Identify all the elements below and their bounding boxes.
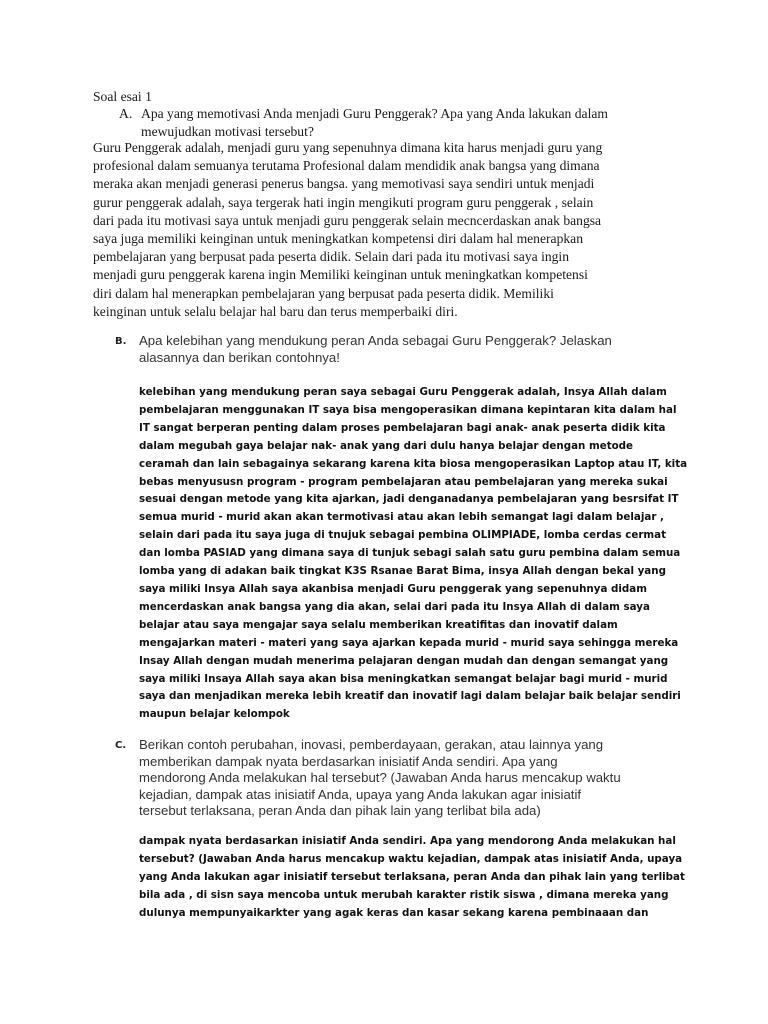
answer-b: [139, 384, 687, 724]
answer-c-line: bila ada , di sisn saya mencoba untuk merubah karakter ristik siswa , dimana mereka yang: [139, 888, 669, 901]
answer-c-line: tersebut? (Jawaban Anda harus mencakup waktu kejadian, dampak atas inisiatif Anda, upaya: [139, 852, 683, 865]
page-heading: Soal esai 1: [93, 89, 152, 104]
question-c-line: memberikan dampak nyata berdasarkan inisiatif Anda sendiri. Apa yang: [139, 753, 558, 769]
answer-a-line: dari pada itu motivasi saya untuk menjadi guru penggerak selain mecncerdaskan anak bangsa: [93, 212, 602, 228]
answer-a-line: pembelajaran yang berpusat pada peserta didik. Selain dari pada itu motivasi saya ingin: [93, 249, 570, 265]
answer-b-line: pembelajaran menggunakan IT saya bisa mengoperasikan dimana kepintaran kita dalam hal: [139, 403, 677, 416]
question-c-line: Berikan contoh perubahan, inovasi, pemberdayaan, gerakan, atau lainnya yang: [139, 737, 604, 752]
question-a-text: [141, 105, 608, 141]
question-c-letter: C.: [115, 740, 127, 751]
answer-b-line: lomba yang di adakan baik tingkat K3S Rsanae Barat Bima, insya Allah dengan bekal yang: [139, 565, 666, 578]
answer-c: [139, 833, 685, 923]
question-a-line: mewujudkan motivasi tersebut?: [141, 124, 314, 140]
question-c-line: tersebut terlaksana, peran Anda dan pihak lain yang terlibat bila ada): [139, 803, 541, 818]
answer-b-line: selain dari pada itu saya juga di tnujuk sebagai pembina OLIMPIADE, lomba cerdas cermat: [139, 529, 666, 542]
question-c-line: kejadian, dampak atas inisiatif Anda, upaya yang Anda lakukan agar inisiatif: [139, 786, 582, 802]
question-c-line: mendorong Anda melakukan hal tersebut? (Jawaban Anda harus mencakup waktu: [139, 770, 621, 785]
answer-c-line: dampak nyata berdasarkan inisiatif Anda sendiri. Apa yang mendorong Anda melakukan hal: [139, 835, 676, 847]
question-b-text: [139, 333, 612, 366]
question-b-line: Apa kelebihan yang mendukung peran Anda sebagai Guru Penggerak? Jelaskan: [139, 333, 612, 348]
answer-b-line: dan lomba PASIAD yang dimana saya di tunjuk sebagi salah satu guru pembina dalam semua: [139, 547, 681, 560]
answer-a-line: gurur penggerak adalah, saya tergerak hati ingin mengikuti program guru penggerak , selain: [93, 194, 594, 210]
answer-b-line: sesuai dengan metode yang kita ajarkan, jadi denganadanya pembelajaran yang besrsifat IT: [139, 493, 679, 506]
answer-b-line: saya miliki Insya Allah saya akanbisa menjadi Guru penggerak yang sepenuhnya didam: [139, 582, 647, 595]
answer-b-line: dalam megubah gaya belajar nak- anak yang dari dulu hanya belajar dengan metode: [139, 439, 634, 452]
answer-b-line: belajar atau saya mengajar saya selalu memberikan kreatifitas dan inovatif dalam: [139, 618, 618, 631]
answer-b-line: mencerdaskan anak bangsa yang dia akan, selai dari pada itu Insya Allah di dalam saya: [139, 600, 650, 613]
answer-b-line: semua murid - murid akan akan termotivasi atau akan lebih semangat lagi dalam belajar ,: [139, 511, 664, 524]
answer-b-line: ceramah dan lain sebagainya sekarang karena kita biosa mengoperasikan Laptop atau IT, kita: [139, 457, 688, 470]
question-a-line: Apa yang memotivasi Anda menjadi Guru Penggerak? Apa yang Anda lakukan dalam: [141, 106, 608, 121]
answer-b-line: maupun belajar kelompok: [139, 708, 290, 721]
answer-a-line: menjadi guru penggerak karena ingin Memiliki keinginan untuk meningkatkan kompetensi: [93, 267, 588, 283]
answer-b-line: kelebihan yang mendukung peran saya sebagai Guru Penggerak adalah, Insya Allah dalam: [139, 386, 667, 398]
answer-a-line: keinginan untuk selalu belajar hal baru dan terus memperbaiki diri.: [93, 303, 458, 319]
question-a-letter: A.: [119, 106, 133, 121]
answer-b-line: saya miliki Insaya Allah saya akan bisa meningkatkan semangat belajar bagi murid - murid: [139, 672, 668, 685]
answer-a-line: diri dalam hal menerapkan pembelajaran yang berpusat pada peserta didik. Memiliki: [93, 285, 554, 301]
question-b-letter: B.: [115, 336, 127, 347]
answer-b-line: bebas menyususn program - program pembelajaran atau pembelajaran yang mereka sukai: [139, 475, 668, 488]
answer-c-line: yang Anda lakukan agar inisiatif tersebut terlaksana, peran Anda dan pihak lain yang terlibat: [139, 870, 685, 883]
question-c-text: [139, 737, 621, 820]
answer-a-line: profesional dalam semuanya terutama Profesional dalam mendidik anak bangsa yang dimana: [93, 158, 600, 174]
answer-b-line: IT sangat berperan penting dalam proses pembelajaran bagi anak- anak peserta didik kita: [139, 421, 666, 434]
answer-a-line: meraka akan menjadi generasi penerus bangsa. yang memotivasi saya sendiri untuk menjadi: [93, 176, 595, 192]
answer-a-line: saya juga memiliki keinginan untuk meningkatkan kompetensi diri dalam hal menerapkan: [93, 231, 583, 247]
answer-c-line: dulunya mempunyaikarkter yang agak keras dan kasar sekang karena pembinaaan dan: [139, 906, 649, 919]
answer-b-line: Insay Allah dengan mudah menerima pelajaran dengan mudah dan dengan semangat yang: [139, 654, 669, 667]
answer-a-line: Guru Penggerak adalah, menjadi guru yang sepenuhnya dimana kita harus menjadi guru yang: [93, 140, 603, 155]
answer-b-line: mengajarkan materi - materi yang saya ajarkan kepada murid - murid saya sehingga mereka: [139, 636, 679, 649]
answer-a: [93, 139, 602, 321]
question-b-line: alasannya dan berikan contohnya!: [139, 349, 340, 365]
answer-b-line: saya dan menjadikan mereka lebih kreatif dan inovatif lagi dalam belajar baik belajar sendiri: [139, 690, 681, 703]
